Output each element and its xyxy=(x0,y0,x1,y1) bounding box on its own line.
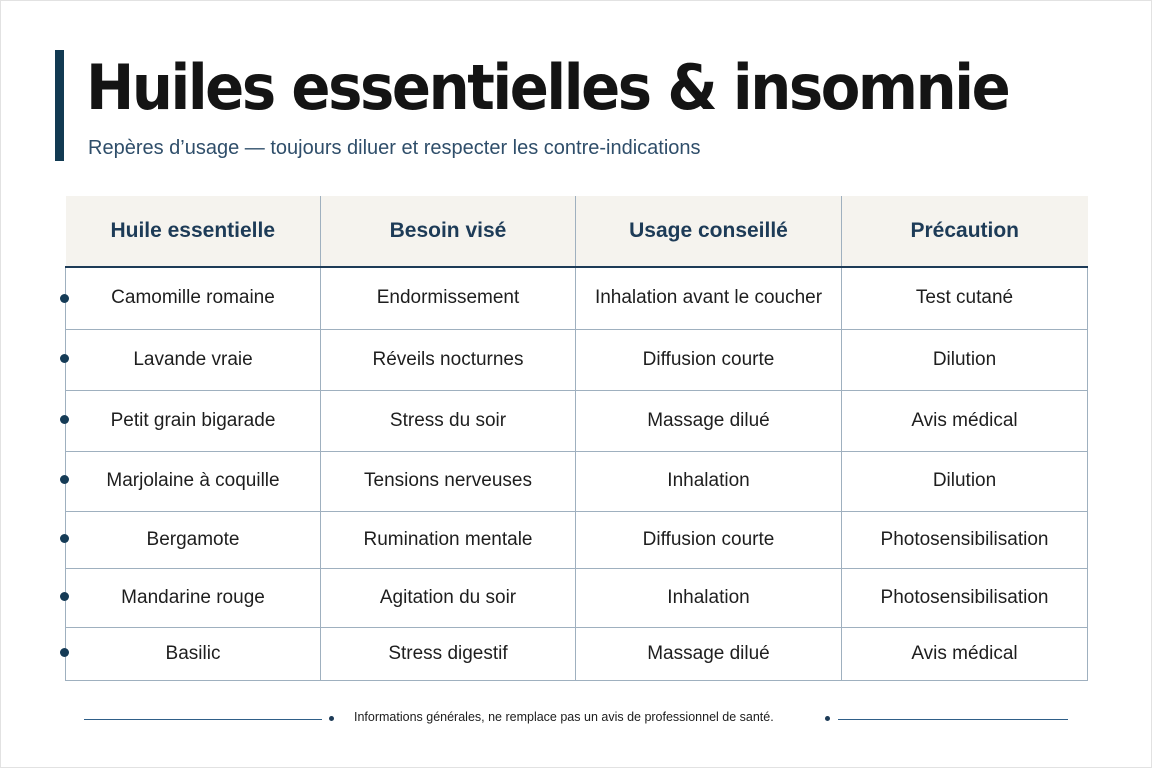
cell-usage: Massage dilué xyxy=(576,390,842,451)
cell-precaution: Photosensibilisation xyxy=(842,511,1088,568)
page-subtitle: Repères d’usage — toujours diluer et respecter les contre-indications xyxy=(88,137,701,159)
cell-oil: Basilic xyxy=(66,627,321,680)
footer-divider-left xyxy=(84,719,322,720)
cell-need: Réveils nocturnes xyxy=(321,329,576,390)
cell-need: Stress digestif xyxy=(321,627,576,680)
cell-need: Endormissement xyxy=(321,267,576,329)
cell-usage: Inhalation xyxy=(576,568,842,627)
cell-need: Tensions nerveuses xyxy=(321,451,576,511)
cell-oil: Bergamote xyxy=(66,511,321,568)
table-row xyxy=(66,568,1088,627)
column-header-precaution: Précaution xyxy=(842,196,1088,267)
table-row xyxy=(66,267,1088,329)
cell-need: Stress du soir xyxy=(321,390,576,451)
cell-oil: Lavande vraie xyxy=(66,329,321,390)
row-marker-dot xyxy=(60,475,69,484)
cell-usage: Diffusion courte xyxy=(576,329,842,390)
cell-precaution: Photosensibilisation xyxy=(842,568,1088,627)
row-marker-dot xyxy=(60,354,69,363)
cell-precaution: Avis médical xyxy=(842,627,1088,680)
cell-usage: Massage dilué xyxy=(576,627,842,680)
row-marker-dot xyxy=(60,294,69,303)
row-marker-dot xyxy=(60,415,69,424)
column-header-usage: Usage conseillé xyxy=(576,196,842,267)
cell-precaution: Avis médical xyxy=(842,390,1088,451)
footer-disclaimer: Informations générales, ne remplace pas un avis de professionnel de santé. xyxy=(354,710,774,724)
cell-oil: Marjolaine à coquille xyxy=(66,451,321,511)
cell-need: Rumination mentale xyxy=(321,511,576,568)
essential-oils-table xyxy=(65,196,1088,681)
cell-oil: Petit grain bigarade xyxy=(66,390,321,451)
cell-usage: Diffusion courte xyxy=(576,511,842,568)
table-row xyxy=(66,451,1088,511)
page-title: Huiles essentielles & insomnie xyxy=(86,51,1009,124)
table-row xyxy=(66,390,1088,451)
cell-precaution: Test cutané xyxy=(842,267,1088,329)
footer-dot-left xyxy=(329,716,334,721)
table-header-row xyxy=(66,196,1088,267)
column-header-need: Besoin visé xyxy=(321,196,576,267)
cell-oil: Camomille romaine xyxy=(66,267,321,329)
footer-dot-right xyxy=(825,716,830,721)
title-accent-bar xyxy=(55,50,64,161)
table-row xyxy=(66,511,1088,568)
cell-oil: Mandarine rouge xyxy=(66,568,321,627)
cell-usage: Inhalation avant le coucher xyxy=(576,267,842,329)
table-row xyxy=(66,627,1088,680)
cell-need: Agitation du soir xyxy=(321,568,576,627)
row-marker-dot xyxy=(60,534,69,543)
row-marker-dot xyxy=(60,648,69,657)
cell-precaution: Dilution xyxy=(842,451,1088,511)
row-marker-dot xyxy=(60,592,69,601)
cell-precaution: Dilution xyxy=(842,329,1088,390)
cell-usage: Inhalation xyxy=(576,451,842,511)
footer-divider-right xyxy=(838,719,1068,720)
column-header-oil: Huile essentielle xyxy=(66,196,321,267)
table-row xyxy=(66,329,1088,390)
